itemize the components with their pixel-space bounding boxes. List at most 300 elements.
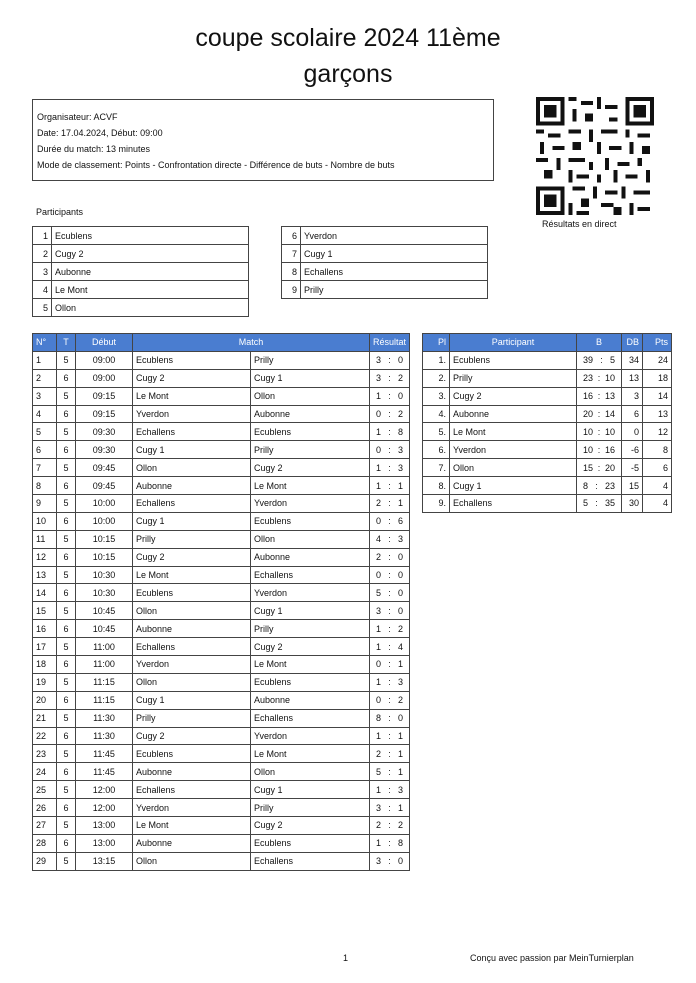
goals-separator: :	[597, 444, 601, 455]
match-field: 5	[57, 709, 76, 727]
info-date: Date: 17.04.2024, Début: 09:00	[37, 128, 163, 138]
standing-team: Ecublens	[450, 351, 577, 369]
participant-name: Ollon	[52, 299, 249, 317]
match-score	[373, 552, 406, 562]
match-row	[33, 423, 410, 441]
match-home-team: Echallens	[133, 638, 251, 656]
match-away-team: Aubonne	[251, 548, 370, 566]
match-result	[370, 656, 410, 674]
standing-team: Prilly	[450, 369, 577, 387]
standings-row	[423, 441, 672, 459]
match-time: 10:15	[76, 530, 133, 548]
standings-table	[422, 333, 672, 513]
match-time: 10:45	[76, 620, 133, 638]
match-time: 10:15	[76, 548, 133, 566]
score-away: 1	[398, 731, 404, 742]
standing-goal-diff: 30	[622, 495, 643, 513]
participant-row	[282, 281, 488, 299]
match-score	[373, 498, 406, 508]
match-score	[373, 803, 406, 813]
match-row	[33, 727, 410, 745]
match-result	[370, 459, 410, 477]
participants-label: Participants	[36, 207, 84, 217]
goals-for: 10	[583, 426, 594, 437]
match-number: 2	[33, 369, 57, 387]
match-row	[33, 530, 410, 548]
score-home: 2	[376, 498, 382, 509]
match-number: 12	[33, 548, 57, 566]
match-away-team: Echallens	[251, 566, 370, 584]
goals-for-against	[580, 498, 618, 508]
match-field: 6	[57, 620, 76, 638]
footer-credit: Conçu avec passion par MeinTurnierplan	[470, 953, 634, 963]
match-away-team: Ecublens	[251, 834, 370, 852]
match-score	[373, 534, 406, 544]
match-time: 09:45	[76, 477, 133, 495]
match-score	[373, 695, 406, 705]
goals-against: 13	[604, 391, 615, 402]
match-time: 11:15	[76, 673, 133, 691]
score-away: 1	[398, 659, 404, 670]
participant-name: Le Mont	[52, 281, 249, 299]
score-home: 3	[376, 373, 382, 384]
match-row	[33, 459, 410, 477]
match-number: 20	[33, 691, 57, 709]
match-away-team: Prilly	[251, 351, 370, 369]
match-result	[370, 423, 410, 441]
match-header-row	[33, 334, 410, 352]
score-separator: :	[388, 731, 391, 742]
match-field: 6	[57, 584, 76, 602]
goals-against: 5	[609, 355, 615, 366]
match-score	[373, 463, 406, 473]
match-away-team: Le Mont	[251, 656, 370, 674]
match-result	[370, 602, 410, 620]
score-separator: :	[388, 838, 391, 849]
match-time: 10:00	[76, 512, 133, 530]
match-away-team: Prilly	[251, 799, 370, 817]
match-row	[33, 441, 410, 459]
match-time: 09:15	[76, 387, 133, 405]
standing-points: 18	[643, 369, 672, 387]
score-separator: :	[388, 695, 391, 706]
match-score	[373, 355, 406, 365]
match-away-team: Echallens	[251, 709, 370, 727]
score-home: 1	[376, 623, 382, 634]
match-row	[33, 673, 410, 691]
match-home-team: Echallens	[133, 423, 251, 441]
standings-row	[423, 387, 672, 405]
match-row	[33, 495, 410, 513]
score-away: 1	[398, 480, 404, 491]
match-number: 23	[33, 745, 57, 763]
match-score	[373, 606, 406, 616]
standing-goals	[577, 405, 622, 423]
match-result	[370, 745, 410, 763]
score-away: 3	[398, 462, 404, 473]
goals-separator: :	[595, 498, 598, 509]
match-home-team: Cugy 2	[133, 548, 251, 566]
participant-name: Ecublens	[52, 227, 249, 245]
score-away: 4	[398, 641, 404, 652]
match-row	[33, 799, 410, 817]
match-away-team: Cugy 1	[251, 602, 370, 620]
match-field: 6	[57, 512, 76, 530]
standing-team: Le Mont	[450, 423, 577, 441]
score-away: 0	[398, 355, 404, 366]
goals-against: 35	[604, 498, 615, 509]
match-field: 6	[57, 441, 76, 459]
match-time: 13:00	[76, 817, 133, 835]
score-separator: :	[388, 426, 391, 437]
score-separator: :	[388, 856, 391, 867]
match-result	[370, 781, 410, 799]
goals-against: 10	[604, 426, 615, 437]
match-number: 4	[33, 405, 57, 423]
participant-number: 3	[33, 263, 52, 281]
match-result	[370, 441, 410, 459]
match-result	[370, 817, 410, 835]
match-score	[373, 409, 406, 419]
match-home-team: Yverdon	[133, 799, 251, 817]
participant-number: 6	[282, 227, 301, 245]
participant-row	[33, 245, 249, 263]
score-away: 2	[398, 820, 404, 831]
match-result	[370, 351, 410, 369]
match-score	[373, 785, 406, 795]
participant-row	[33, 281, 249, 299]
match-number: 18	[33, 656, 57, 674]
match-score	[373, 659, 406, 669]
match-number: 22	[33, 727, 57, 745]
score-separator: :	[388, 391, 391, 402]
match-away-team: Ollon	[251, 387, 370, 405]
standing-team: Aubonne	[450, 405, 577, 423]
score-separator: :	[388, 623, 391, 634]
match-time: 13:15	[76, 852, 133, 870]
goals-separator: :	[597, 462, 601, 473]
standing-place: 5.	[423, 423, 450, 441]
score-home: 1	[376, 838, 382, 849]
match-score	[373, 391, 406, 401]
match-field: 6	[57, 477, 76, 495]
score-separator: :	[388, 534, 391, 545]
score-home: 5	[376, 766, 382, 777]
goals-for: 16	[583, 391, 594, 402]
score-separator: :	[388, 373, 391, 384]
match-row	[33, 691, 410, 709]
qr-code-icon[interactable]	[536, 97, 654, 215]
standing-points: 4	[643, 477, 672, 495]
match-time: 11:45	[76, 745, 133, 763]
match-score	[373, 481, 406, 491]
col-header-start: Début	[76, 334, 133, 352]
match-field: 5	[57, 387, 76, 405]
match-time: 10:45	[76, 602, 133, 620]
match-row	[33, 852, 410, 870]
match-score	[373, 570, 406, 580]
match-row	[33, 512, 410, 530]
match-result	[370, 727, 410, 745]
match-score	[373, 677, 406, 687]
score-home: 3	[376, 802, 382, 813]
goals-for-against	[580, 373, 618, 383]
participant-name: Cugy 1	[301, 245, 488, 263]
match-field: 5	[57, 423, 76, 441]
score-away: 1	[398, 748, 404, 759]
match-home-team: Ecublens	[133, 351, 251, 369]
match-score	[373, 445, 406, 455]
standing-goals	[577, 495, 622, 513]
score-home: 1	[376, 462, 382, 473]
match-result	[370, 584, 410, 602]
score-separator: :	[388, 355, 391, 366]
score-separator: :	[388, 784, 391, 795]
match-away-team: Yverdon	[251, 584, 370, 602]
goals-for-against	[580, 427, 618, 437]
col-header-result: Résultat	[370, 334, 410, 352]
participant-name: Prilly	[301, 281, 488, 299]
participant-row	[282, 227, 488, 245]
match-field: 5	[57, 852, 76, 870]
standing-place: 1.	[423, 351, 450, 369]
match-result	[370, 477, 410, 495]
match-away-team: Echallens	[251, 852, 370, 870]
participant-number: 5	[33, 299, 52, 317]
score-separator: :	[388, 498, 391, 509]
match-number: 7	[33, 459, 57, 477]
match-away-team: Le Mont	[251, 745, 370, 763]
goals-for: 39	[583, 355, 594, 366]
participant-row	[282, 245, 488, 263]
score-separator: :	[388, 605, 391, 616]
goals-against: 14	[604, 409, 615, 419]
match-time: 10:00	[76, 495, 133, 513]
match-home-team: Cugy 2	[133, 727, 251, 745]
match-away-team: Cugy 2	[251, 459, 370, 477]
standing-goals	[577, 459, 622, 477]
goals-for: 20	[583, 409, 594, 419]
match-home-team: Prilly	[133, 530, 251, 548]
match-row	[33, 745, 410, 763]
match-away-team: Ollon	[251, 530, 370, 548]
match-away-team: Prilly	[251, 441, 370, 459]
match-home-team: Ecublens	[133, 745, 251, 763]
match-score	[373, 856, 406, 866]
match-time: 09:00	[76, 369, 133, 387]
col-header-place: Pl	[423, 334, 450, 352]
match-result	[370, 620, 410, 638]
match-number: 28	[33, 834, 57, 852]
standing-place: 4.	[423, 405, 450, 423]
standing-team: Cugy 2	[450, 387, 577, 405]
score-separator: :	[388, 444, 391, 455]
standing-goal-diff: 6	[622, 405, 643, 423]
match-field: 6	[57, 763, 76, 781]
standing-place: 9.	[423, 495, 450, 513]
goals-for-against	[580, 355, 618, 365]
match-away-team: Ecublens	[251, 512, 370, 530]
goals-against: 20	[604, 462, 615, 473]
match-number: 10	[33, 512, 57, 530]
match-away-team: Cugy 2	[251, 638, 370, 656]
standing-points: 6	[643, 459, 672, 477]
score-away: 1	[398, 498, 404, 509]
match-time: 13:00	[76, 834, 133, 852]
match-row	[33, 620, 410, 638]
match-field: 6	[57, 369, 76, 387]
match-home-team: Prilly	[133, 709, 251, 727]
match-score	[373, 713, 406, 723]
standing-place: 3.	[423, 387, 450, 405]
score-home: 2	[376, 820, 382, 831]
match-time: 11:45	[76, 763, 133, 781]
match-away-team: Aubonne	[251, 691, 370, 709]
match-home-team: Aubonne	[133, 620, 251, 638]
participant-name: Echallens	[301, 263, 488, 281]
match-result	[370, 369, 410, 387]
standing-team: Echallens	[450, 495, 577, 513]
standing-goal-diff: -5	[622, 459, 643, 477]
participant-number: 9	[282, 281, 301, 299]
match-number: 8	[33, 477, 57, 495]
goals-for-against	[580, 463, 618, 473]
standings-header-row	[423, 334, 672, 352]
match-number: 6	[33, 441, 57, 459]
match-home-team: Yverdon	[133, 405, 251, 423]
score-home: 8	[376, 713, 382, 724]
participant-row	[282, 263, 488, 281]
standing-team: Cugy 1	[450, 477, 577, 495]
match-row	[33, 584, 410, 602]
goals-for-against	[580, 481, 618, 491]
match-number: 26	[33, 799, 57, 817]
standing-place: 7.	[423, 459, 450, 477]
col-header-points: Pts	[643, 334, 672, 352]
match-number: 1	[33, 351, 57, 369]
standing-goals	[577, 441, 622, 459]
match-row	[33, 656, 410, 674]
match-field: 5	[57, 351, 76, 369]
score-home: 1	[376, 391, 382, 402]
score-separator: :	[388, 713, 391, 724]
score-away: 8	[398, 838, 404, 849]
match-time: 11:00	[76, 638, 133, 656]
match-home-team: Echallens	[133, 495, 251, 513]
standing-goal-diff: 0	[622, 423, 643, 441]
score-away: 0	[398, 391, 404, 402]
match-field: 5	[57, 673, 76, 691]
standing-goals	[577, 369, 622, 387]
match-result	[370, 495, 410, 513]
match-time: 12:00	[76, 781, 133, 799]
match-row	[33, 566, 410, 584]
goals-separator: :	[597, 409, 601, 419]
match-time: 11:00	[76, 656, 133, 674]
participant-number: 2	[33, 245, 52, 263]
match-time: 10:30	[76, 566, 133, 584]
col-header-goal-diff: DB	[622, 334, 643, 352]
match-field: 6	[57, 405, 76, 423]
match-time: 09:30	[76, 423, 133, 441]
match-score	[373, 767, 406, 777]
score-away: 0	[398, 587, 404, 598]
match-time: 09:00	[76, 351, 133, 369]
standing-place: 2.	[423, 369, 450, 387]
col-header-match: Match	[133, 334, 370, 352]
match-row	[33, 763, 410, 781]
match-field: 6	[57, 691, 76, 709]
standing-goal-diff: -6	[622, 441, 643, 459]
match-home-team: Aubonne	[133, 763, 251, 781]
score-home: 1	[376, 641, 382, 652]
standing-place: 8.	[423, 477, 450, 495]
match-home-team: Ollon	[133, 602, 251, 620]
standing-goals	[577, 423, 622, 441]
score-away: 2	[398, 373, 404, 384]
score-home: 1	[376, 480, 382, 491]
score-separator: :	[388, 748, 391, 759]
match-row	[33, 369, 410, 387]
match-result	[370, 691, 410, 709]
match-score	[373, 749, 406, 759]
match-number: 13	[33, 566, 57, 584]
match-time: 09:15	[76, 405, 133, 423]
match-away-team: Le Mont	[251, 477, 370, 495]
tournament-info-box	[32, 99, 494, 181]
standing-team: Yverdon	[450, 441, 577, 459]
match-field: 5	[57, 817, 76, 835]
match-away-team: Cugy 2	[251, 817, 370, 835]
score-separator: :	[388, 480, 391, 491]
col-header-goals: B	[577, 334, 622, 352]
score-away: 0	[398, 605, 404, 616]
score-home: 1	[376, 677, 382, 688]
score-home: 0	[376, 444, 382, 455]
participants-list-right	[281, 226, 488, 299]
match-row	[33, 387, 410, 405]
standings-row	[423, 405, 672, 423]
match-number: 24	[33, 763, 57, 781]
match-home-team: Cugy 1	[133, 691, 251, 709]
match-row	[33, 709, 410, 727]
page-subtitle: garçons	[303, 60, 393, 88]
standings-row	[423, 495, 672, 513]
score-away: 2	[398, 623, 404, 634]
score-separator: :	[388, 766, 391, 777]
match-score	[373, 624, 406, 634]
match-number: 3	[33, 387, 57, 405]
match-home-team: Ecublens	[133, 584, 251, 602]
standing-points: 13	[643, 405, 672, 423]
match-result	[370, 799, 410, 817]
match-field: 6	[57, 548, 76, 566]
match-away-team: Cugy 1	[251, 781, 370, 799]
match-away-team: Aubonne	[251, 405, 370, 423]
match-time: 09:30	[76, 441, 133, 459]
match-result	[370, 566, 410, 584]
match-number: 27	[33, 817, 57, 835]
score-home: 4	[376, 534, 382, 545]
match-away-team: Yverdon	[251, 727, 370, 745]
match-score	[373, 516, 406, 526]
score-away: 8	[398, 426, 404, 437]
match-home-team: Cugy 1	[133, 512, 251, 530]
score-separator: :	[388, 587, 391, 598]
match-score	[373, 731, 406, 741]
info-ranking-mode: Mode de classement: Points - Confrontation directe - Différence de buts - Nombre de buts	[37, 160, 395, 170]
match-row	[33, 548, 410, 566]
